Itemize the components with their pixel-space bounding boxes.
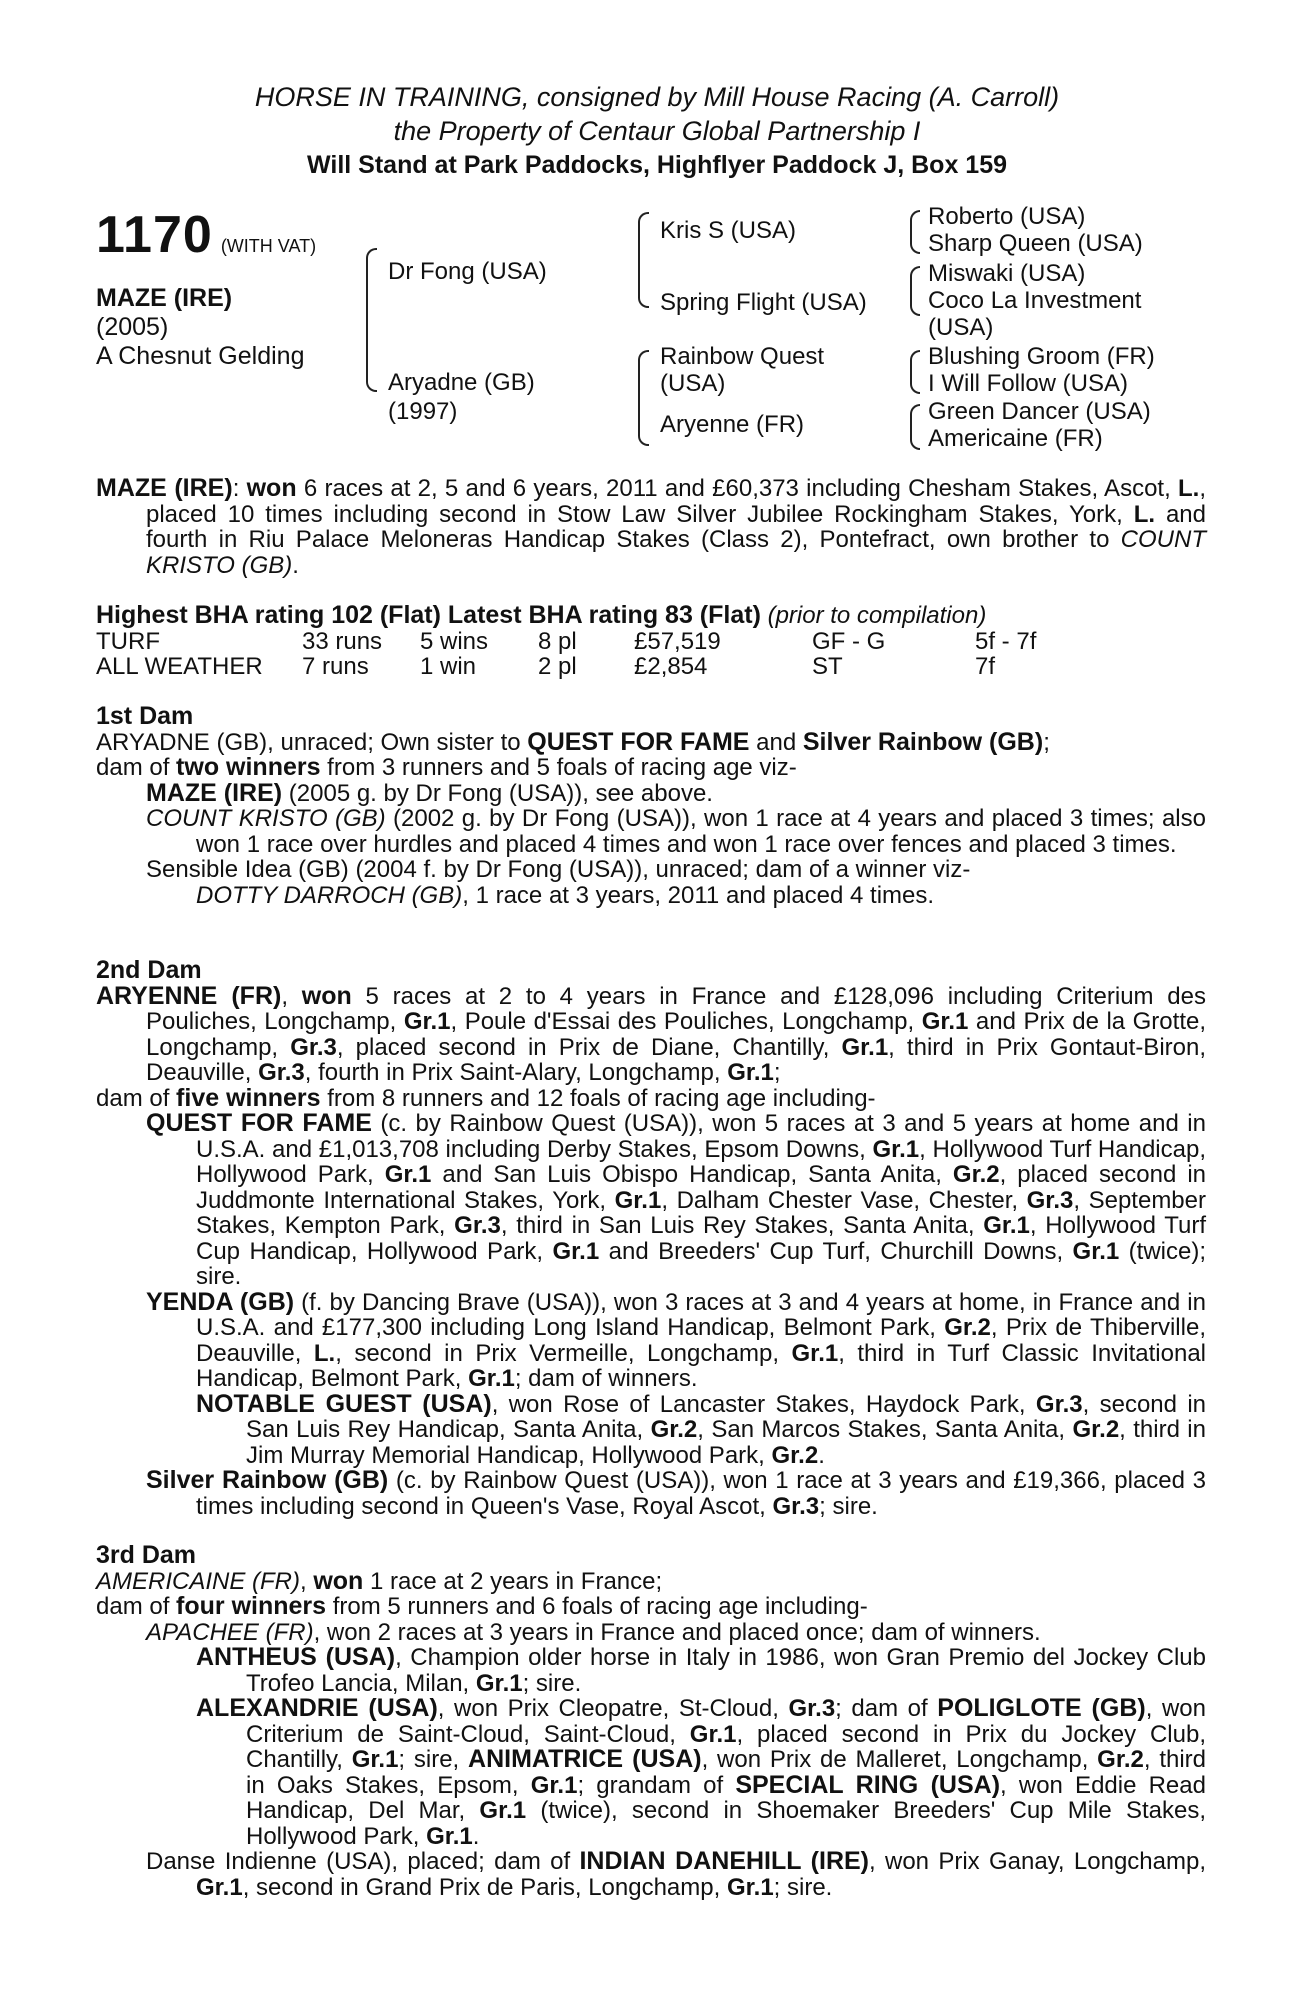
pedigree-brace-dam [638,350,649,446]
grade-badge: Gr.3 [772,1492,820,1520]
race-record-text: , placed second in Prix du Jockey Club, Chantilly, [246,1720,1207,1773]
pedigree-brace-parents [366,248,377,392]
ratings-table [96,629,1036,680]
won-label: won [313,1566,364,1595]
race-record-text: , third in San Luis Rey Stakes, Santa Anita, [500,1212,984,1239]
race-record-text: dam of [96,1084,177,1112]
horse-name: MAZE (IRE) [146,778,283,807]
cell-placed: 2 pl [538,653,577,680]
grade-badge: Gr.1 [727,1059,774,1086]
grade-badge: Gr.3 [1026,1186,1074,1214]
pedigree-sire-sire: Kris S (USA) [660,217,797,244]
horse-name: SPECIAL RING (USA) [735,1770,1001,1799]
pedigree-dam: Aryadne (GB) [388,369,535,396]
race-record-text: , second in Grand Prix de Paris, Longchamp, [242,1873,727,1901]
summary-text: . [292,551,299,579]
listed-badge: L. [1133,500,1156,528]
grade-badge: Gr.1 [475,1669,523,1697]
cell-wins: 1 win [420,653,477,680]
race-record-text: , third in Prix Gontaut-Biron, Deauville, [146,1033,1207,1086]
grade-badge: Gr.1 [614,1186,662,1214]
grade-badge: Gr.3 [1035,1390,1083,1418]
grade-badge: Gr.1 [872,1135,920,1163]
race-record-text: 1 race at 2 years in France; [363,1567,663,1595]
pedigree-sdd-2: (USA) [928,314,994,341]
race-record-text: , third in Jim Murray Memorial Handicap, Hollywood Park, [246,1416,1206,1469]
grade-badge: Gr.1 [426,1822,473,1850]
pedigree-dss: Blushing Groom (FR) [928,343,1155,370]
second-dam-section [96,958,1206,1519]
race-record-text: , won Prix Cleopatre, St-Cloud, [437,1695,789,1722]
dam-text: ARYADNE (GB), unraced; Own sister to [96,728,528,756]
pedigree-sdd-1: Coco La Investment [928,287,1142,314]
race-record-text: , placed second in Prix de Diane, Chantilly, [336,1033,842,1061]
grade-badge: Gr.2 [1097,1746,1144,1773]
grade-badge: Gr.1 [841,1033,889,1061]
race-record-text: , placed second in Juddmonte International Stakes, York, [196,1161,1207,1214]
grade-badge: Gr.1 [791,1339,839,1367]
horse-name: NOTABLE GUEST (USA) [196,1389,492,1418]
horse-name: COUNT KRISTO (GB) [146,805,386,832]
ratings-note: (prior to compilation) [767,602,987,629]
table-row [96,654,1036,680]
race-record-text: (c. by Rainbow Quest (USA)), won 1 race at 3 years and £19,366, placed 3 times including second in Queen's Vase, Royal Ascot, [196,1467,1206,1520]
race-record-text: , second in San Luis Rey Handicap, Santa Anita, [246,1390,1206,1443]
race-record-text: , won Prix Ganay, Longchamp, [869,1848,1206,1875]
won-label: won [301,981,352,1010]
summary-name: MAZE (IRE) [96,474,233,502]
race-record-text: ; sire, [398,1746,469,1773]
grade-badge: Gr.2 [944,1314,991,1341]
cell-distance: 5f - 7f [975,627,1037,655]
race-record-text: from 5 runners and 6 foals of racing age including- [326,1593,868,1620]
dam-text: and [749,728,803,756]
horse-name: DOTTY DARROCH (GB) [196,881,463,909]
produce-text: (2005 g. by Dr Fong (USA)), see above. [282,779,713,807]
pedigree-sire: Dr Fong (USA) [388,258,547,285]
race-record-text: dam of [96,1593,177,1620]
winners-count: two winners [176,753,321,781]
horse-name: ALEXANDRIE (USA) [196,1694,438,1722]
race-record-text: , Prix de Thiberville, Deauville, [196,1314,1206,1367]
winners-count: four winners [176,1592,327,1620]
cell-going: GF - G [812,627,886,655]
race-record-text: , won 2 races at 3 years in France and placed once; dam of winners. [313,1618,1041,1646]
section-heading: 3rd Dam [96,1541,197,1569]
dam-text: from 3 runners and 5 foals of racing age viz- [320,754,797,781]
horse-name: ARYENNE (FR) [96,981,282,1010]
lot-header [0,80,1314,182]
pedigree-brace-ds [910,350,920,394]
race-record-text: , Hollywood Turf Cup Handicap, Hollywood Park, [196,1212,1206,1265]
horse-name: Silver Rainbow (GB) [802,727,1044,756]
grade-badge: Gr.1 [530,1771,578,1799]
race-record-text: , won Prix de Malleret, Longchamp, [701,1746,1098,1773]
grade-badge: Gr.2 [952,1161,1000,1188]
horse-name: ANTHEUS (USA) [196,1643,396,1671]
grade-badge: Gr.2 [771,1441,819,1469]
grade-badge: Gr.1 [384,1161,432,1188]
race-record-text: , [281,982,288,1010]
grade-badge: Gr.3 [290,1033,337,1061]
pedigree-dam-sire-1: Rainbow Quest [660,343,825,370]
race-record-text: (f. by Dancing Brave (USA)), won 3 races at 3 and 4 years at home, in France and in U.S.A. and £177,300 including Long Island Handicap, Belmont Park, [196,1288,1206,1341]
race-record-text: 5 races at 2 to 4 years in France and £128,096 including Criterium des Pouliches, Longchamp, [146,982,1206,1035]
race-record-text: , won Eddie Read Handicap, Del Mar, [246,1771,1206,1824]
grade-badge: Gr.1 [196,1873,243,1901]
pedigree-ddd: Americaine (FR) [928,425,1103,452]
summary-won: won [246,474,297,502]
horse-identity [96,284,304,371]
grade-badge: Gr.1 [689,1720,737,1748]
race-record-text: and Prix de la Grotte, Longchamp, [146,1008,1206,1061]
race-record-text: , Champion older horse in Italy in 1986, won Gran Premio del Jockey Club Trofeo Lancia, Milan, [246,1644,1206,1697]
cell-going: ST [812,653,843,680]
ratings-heading: Highest BHA rating 102 (Flat) Latest BHA rating 83 (Flat) [96,601,761,629]
cell-surface: TURF [96,627,160,655]
pedigree-brace-ss [910,210,920,254]
listed-badge: L. [1178,475,1200,502]
race-record-text: , third in Oaks Stakes, Epsom, [246,1746,1207,1799]
race-record-text: , San Marcos Stakes, Santa Anita, [697,1416,1073,1443]
race-record-text: . [472,1822,480,1850]
grade-badge: Gr.3 [258,1059,305,1086]
race-record-text: ; sire. [819,1492,878,1520]
vat-note: (WITH VAT) [220,236,317,256]
grade-badge: Gr.2 [1072,1416,1120,1443]
race-record-text: ; dam of winners. [514,1365,698,1392]
horse-name: MAZE (IRE) [96,284,233,312]
race-record-text: ; grandam of [577,1771,736,1799]
summary-text: , placed 10 times including second in Stow Law Silver Jubilee Rockingham Stakes, York, [146,475,1206,528]
grade-badge: Gr.3 [788,1695,836,1722]
grade-badge: Gr.1 [983,1212,1030,1239]
race-record-text: (twice); sire. [196,1237,1206,1290]
pedigree-sds: Miswaki (USA) [928,260,1086,287]
race-record-text: , Poule d'Essai des Pouliches, Longchamp, [450,1008,922,1035]
horse-name: INDIAN DANEHILL (IRE) [579,1847,870,1875]
horse-name: QUEST FOR FAME [146,1109,372,1137]
race-record-text: , second in Prix Vermeille, Longchamp, [335,1339,792,1367]
pedigree-sss: Roberto (USA) [928,203,1086,230]
grade-badge: Gr.1 [921,1008,969,1035]
pedigree-dam-dam: Aryenne (FR) [660,411,805,438]
race-record-text: and San Luis Obispo Handicap, Santa Anita, [431,1161,953,1188]
cell-runs: 7 runs [302,653,369,680]
cell-distance: 7f [975,653,996,680]
grade-badge: Gr.2 [650,1416,698,1443]
cell-placed: 8 pl [538,627,577,655]
ratings-section [96,603,1206,680]
listed-badge: L. [313,1339,336,1367]
winners-count: five winners [176,1083,321,1112]
race-record-text: , Hollywood Turf Handicap, Hollywood Park, [196,1135,1206,1188]
race-record-text: from 8 runners and 12 foals of racing age including- [320,1084,876,1112]
race-record-text: ; sire. [773,1873,833,1901]
third-dam-section [96,1543,1206,1900]
race-record-text: , Dalham Chester Vase, Chester, [661,1186,1027,1214]
dam-text: dam of [96,754,177,781]
grade-badge: Gr.1 [1072,1237,1120,1265]
race-record-text: . [818,1441,825,1469]
summary-text: and fourth in Riu Palace Meloneras Handicap Stakes (Class 2), Pontefract, own brother to [146,500,1206,553]
section-heading: 2nd Dam [96,956,202,984]
horse-name: Silver Rainbow (GB) [146,1466,389,1494]
horse-name: POLIGLOTE (GB) [937,1694,1146,1722]
grade-badge: Gr.1 [351,1746,399,1773]
cell-surface: ALL WEATHER [96,653,263,680]
produce-text: , 1 race at 3 years, 2011 and placed 4 times. [462,881,935,909]
grade-badge: Gr.1 [726,1873,774,1901]
lot-number: 1170 [96,206,213,264]
race-record-text: ; dam of [835,1695,938,1722]
horse-name: ANIMATRICE (USA) [468,1745,702,1773]
race-record-text: and Breeders' Cup Turf, Churchill Downs, [599,1237,1073,1265]
pedigree-dds: Green Dancer (USA) [928,398,1151,425]
race-record-text: , fourth in Prix Saint-Alary, Longchamp, [304,1059,728,1086]
pedigree-dam-sire-2: (USA) [660,370,726,397]
race-record-text: (twice), second in Shoemaker Breeders' Cup Mile Stakes, Hollywood Park, [246,1797,1206,1850]
pedigree-dam-year: (1997) [388,398,458,425]
dam-text: ; [1043,728,1050,756]
pedigree-brace-dd [910,404,920,450]
race-record-text: , third in Turf Classic Invitational Handicap, Belmont Park, [196,1339,1206,1392]
pedigree-sire-dam: Spring Flight (USA) [660,289,867,316]
cell-money: £2,854 [634,653,708,680]
section-heading: 1st Dam [96,702,194,730]
race-record-text: Danse Indienne (USA), placed; dam of [146,1848,580,1875]
location-line: Will Stand at Park Paddocks, Highflyer Paddock J, Box 159 [307,151,1007,179]
pedigree-ssd: Sharp Queen (USA) [928,230,1143,257]
owner-line: the Property of Centaur Global Partnership I [393,116,921,146]
grade-badge: Gr.1 [468,1365,515,1392]
pedigree-brace-sd [910,266,920,316]
race-record-text: , won Rose of Lancaster Stakes, Haydock Park, [491,1390,1036,1418]
pedigree-dsd: I Will Follow (USA) [928,370,1129,397]
race-record-text: , September Stakes, Kempton Park, [196,1186,1206,1239]
pedigree-brace-sire [638,212,649,308]
horse-description: A Chesnut Gelding [96,342,305,370]
race-record-text: ; sire. [522,1669,582,1697]
grade-badge: Gr.1 [403,1008,451,1035]
horse-name: QUEST FOR FAME [527,727,750,756]
race-record-text: , won Criterium de Saint-Cloud, Saint-Cloud, [246,1695,1206,1748]
consignor-line: HORSE IN TRAINING, consigned by Mill House Racing (A. Carroll) [254,82,1060,112]
lot-number-block [96,205,316,265]
race-record-text: (c. by Rainbow Quest (USA)), won 5 races at 3 and 5 years at home and in U.S.A. and £1,013,708 including Derby Stakes, Epsom Downs, [196,1110,1206,1163]
produce-text: (2002 g. by Dr Fong (USA)), won 1 race at 4 years and placed 3 times; also won 1 race over hurdles and placed 4 times and won 1 race over fences and placed 3 times. [196,805,1206,858]
horse-name: AMERICAINE (FR) [96,1567,300,1595]
cell-runs: 33 runs [302,627,383,655]
produce-text: Sensible Idea (GB) (2004 f. by Dr Fong (USA)), unraced; dam of a winner viz- [146,856,971,883]
race-record-text: ; [773,1059,781,1086]
horse-year: (2005) [96,313,169,341]
brother-name: COUNT KRISTO (GB) [146,526,1206,579]
race-record-text: , [300,1567,307,1595]
cell-wins: 5 wins [420,627,489,655]
horse-name: YENDA (GB) [146,1287,295,1316]
grade-badge: Gr.1 [552,1237,600,1265]
grade-badge: Gr.3 [454,1212,501,1239]
first-dam-section [96,704,1206,908]
table-row [96,629,1036,655]
horse-summary: MAZE (IRE): won 6 races at 2, 5 and 6 years, 2011 and £60,373 including Chesham Stakes, Ascot, L., placed 10 times including second in Stow Law Silver Jubilee Rockingham Stakes, York, L. and fourth in Riu Palace Meloneras Handicap Stakes (Class 2), Pontefract, own brother to COUNT KRISTO (GB). [96,474,1206,579]
cell-money: £57,519 [634,627,721,655]
summary-text: 6 races at 2, 5 and 6 years, 2011 and £60,373 including Chesham Stakes, Ascot, [296,475,1178,502]
grade-badge: Gr.1 [479,1797,527,1824]
horse-name: APACHEE (FR) [146,1618,314,1646]
